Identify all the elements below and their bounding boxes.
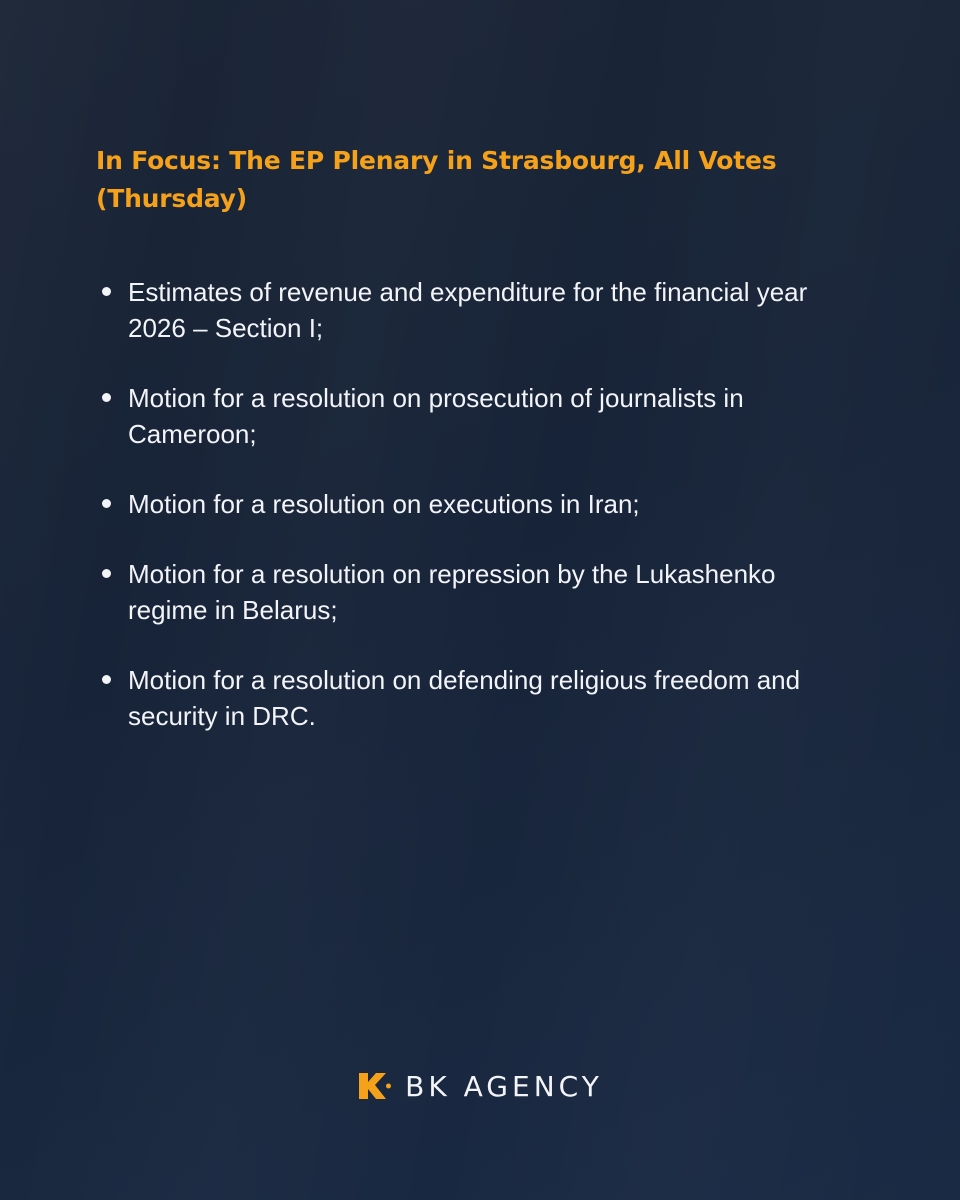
bullet-icon [102, 499, 111, 508]
bullet-icon [102, 393, 111, 402]
list-item-text: Motion for a resolution on repression by the Lukashenko regime in Belarus; [128, 559, 776, 625]
list-item [96, 556, 856, 628]
bullet-icon [102, 287, 111, 296]
list-item [96, 662, 856, 734]
bullet-icon [102, 675, 111, 684]
list-item [96, 380, 856, 452]
logo-dot [386, 1084, 391, 1089]
list-item [96, 274, 856, 346]
brand-name: BK AGENCY [405, 1069, 603, 1103]
list-item [96, 486, 856, 522]
list-item-text: Motion for a resolution on executions in Iran; [128, 489, 640, 519]
bullet-icon [102, 569, 111, 578]
vote-list [96, 274, 856, 768]
logo-k-stroke [359, 1073, 386, 1099]
list-item-text: Motion for a resolution on prosecution of journalists in Cameroon; [128, 383, 744, 449]
brand-footer [0, 1064, 960, 1108]
list-item-text: Motion for a resolution on defending religious freedom and security in DRC. [128, 665, 801, 731]
page-title: In Focus: The EP Plenary in Strasbourg, All Votes (Thursday) [96, 146, 777, 213]
bk-monogram-icon [357, 1071, 391, 1101]
list-item-text: Estimates of revenue and expenditure for the financial year 2026 – Section I; [128, 277, 808, 343]
